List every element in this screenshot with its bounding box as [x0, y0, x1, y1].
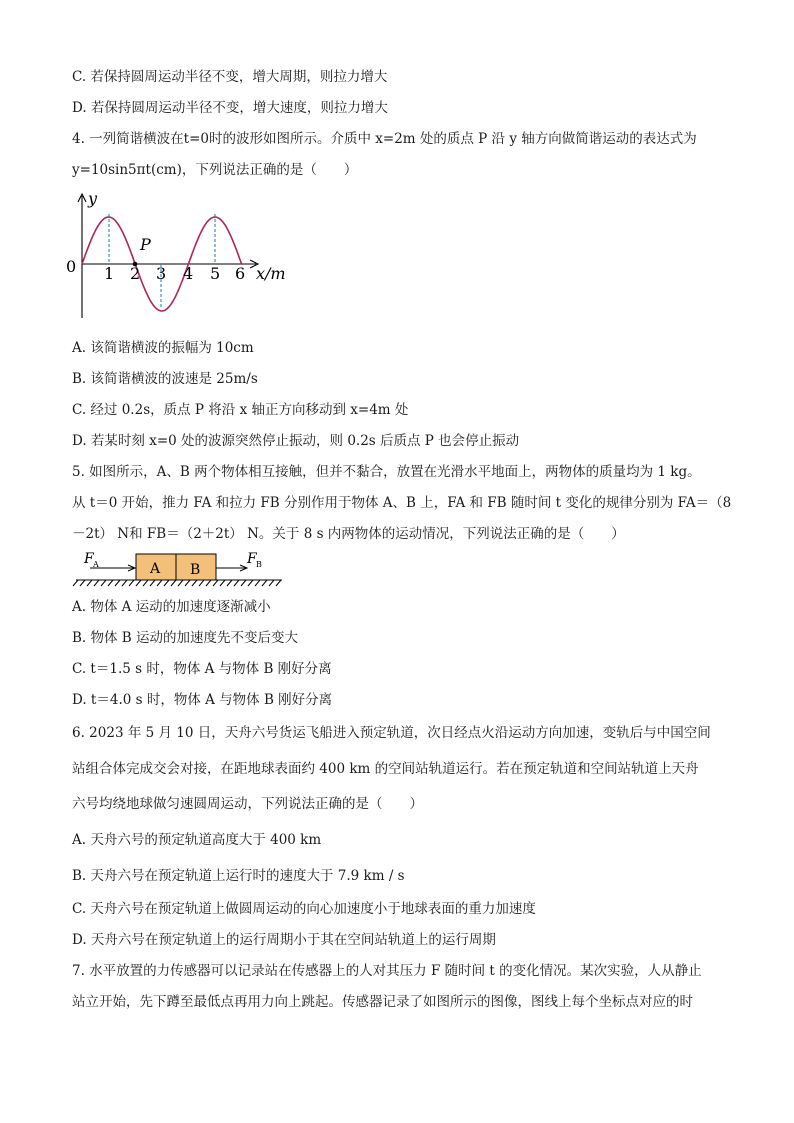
hatch-mark [262, 580, 267, 586]
hatch-mark [276, 580, 281, 586]
blocks-figure [70, 546, 290, 592]
hatch-mark [192, 580, 197, 586]
hatch-mark [94, 580, 99, 586]
q5-stem-line2: 从 t＝0 开始，推力 FA 和拉力 FB 分别作用于物体 A、B 上，FA 和 FB 随时间 t 变化的规律分别为 FA＝（8 [72, 495, 732, 511]
x-axis-label: x/m [256, 264, 286, 283]
wave-figure [60, 186, 310, 326]
force-b-subscript: B [256, 560, 262, 569]
q3-option-c: C. 若保持圆周运动半径不变，增大周期，则拉力增大 [72, 69, 388, 85]
q4-option-b: B. 该简谐横波的波速是 25m/s [72, 371, 258, 387]
force-a-subscript: A [93, 560, 99, 569]
tick-label: 3 [156, 264, 167, 283]
q4-option-d: D. 若某时刻 x=0 处的波源突然停止振动，则 0.2s 后质点 P 也会停止振动 [72, 433, 520, 449]
point-p-label: P [140, 235, 151, 254]
q6-option-a: A. 天舟六号的预定轨道高度大于 400 km [72, 832, 322, 848]
hatch-mark [80, 580, 85, 586]
q5-option-a: A. 物体 A 运动的加速度逐渐减小 [72, 599, 271, 615]
hatch-mark [157, 580, 162, 586]
origin-label: 0 [66, 257, 77, 276]
q5-stem-line3: －2t） N和 FB＝（2＋2t） N。关于 8 s 内两物体的运动情况，下列说法正确的是（ ） [72, 526, 625, 542]
ground-hatch [73, 580, 281, 586]
y-axis-label: y [88, 189, 98, 208]
force-a-label: F [84, 551, 94, 567]
tick-label: 2 [130, 264, 141, 283]
hatch-mark [199, 580, 204, 586]
q3-option-d: D. 若保持圆周运动半径不变，增大速度，则拉力增大 [72, 100, 388, 116]
q4-option-a: A. 该简谐横波的振幅为 10cm [72, 340, 254, 356]
tick-label: 5 [210, 264, 221, 283]
hatch-mark [171, 580, 176, 586]
hatch-mark [241, 580, 246, 586]
q5-option-b: B. 物体 B 运动的加速度先不变后变大 [72, 630, 299, 646]
tick-label: 1 [104, 264, 115, 283]
hatch-mark [122, 580, 127, 586]
hatch-mark [255, 580, 260, 586]
hatch-mark [206, 580, 211, 586]
hatch-mark [220, 580, 225, 586]
hatch-mark [269, 580, 274, 586]
tick-label: 4 [183, 264, 194, 283]
block-a-label: A [150, 561, 161, 577]
hatch-mark [164, 580, 169, 586]
q5-stem-line1: 5. 如图所示，A、B 两个物体相互接触，但并不黏合，放置在光滑水平地面上，两物体的质量均为 1 kg。 [72, 464, 701, 480]
q5-option-d: D. t＝4.0 s 时，物体 A 与物体 B 刚好分离 [72, 692, 333, 708]
q6-stem-line3: 六号均绕地球做匀速圆周运动，下列说法正确的是（ ） [72, 796, 423, 812]
q6-stem-line1: 6. 2023 年 5 月 10 日，天舟六号货运飞船进入预定轨道，次日经点火沿运动方向加速，变轨后与中国空间 [72, 725, 711, 741]
block-b-label: B [190, 562, 201, 578]
hatch-mark [213, 580, 218, 586]
hatch-mark [129, 580, 134, 586]
q4-stem-line2: y=10sin5πt(cm)，下列说法正确的是（ ） [72, 162, 358, 178]
tick-label: 6 [235, 264, 246, 283]
hatch-mark [108, 580, 113, 586]
hatch-mark [115, 580, 120, 586]
q4-option-c: C. 经过 0.2s，质点 P 将沿 x 轴正方向移动到 x=4m 处 [72, 402, 409, 418]
hatch-mark [136, 580, 141, 586]
hatch-mark [227, 580, 232, 586]
hatch-mark [73, 580, 78, 586]
q6-stem-line2: 站组合体完成交会对接，在距地球表面约 400 km 的空间站轨道运行。若在预定轨道和空间站轨道上天舟 [72, 761, 699, 777]
hatch-mark [143, 580, 148, 586]
q4-stem-line1: 4. 一列简谐横波在t=0时的波形如图所示。介质中 x=2m 处的质点 P 沿 y 轴方向做简谐运动的表达式为 [72, 131, 697, 147]
hatch-mark [178, 580, 183, 586]
q7-stem-line1: 7. 水平放置的力传感器可以记录站在传感器上的人对其压力 F 随时间 t 的变化情况。某次实验，人从静止 [72, 963, 702, 979]
q6-option-b: B. 天舟六号在预定轨道上运行时的速度大于 7.9 km / s [72, 868, 405, 884]
q6-option-d: D. 天舟六号在预定轨道上的运行周期小于其在空间站轨道上的运行周期 [72, 932, 496, 948]
force-b-label: F [247, 551, 257, 567]
q7-stem-line2: 站立开始，先下蹲至最低点再用力向上跳起。传感器记录了如图所示的图像，图线上每个坐标点对应的时 [72, 994, 693, 1010]
hatch-mark [248, 580, 253, 586]
q5-option-c: C. t＝1.5 s 时，物体 A 与物体 B 刚好分离 [72, 661, 332, 677]
hatch-mark [101, 580, 106, 586]
hatch-mark [150, 580, 155, 586]
hatch-mark [234, 580, 239, 586]
hatch-mark [185, 580, 190, 586]
hatch-mark [87, 580, 92, 586]
q6-option-c: C. 天舟六号在预定轨道上做圆周运动的向心加速度小于地球表面的重力加速度 [72, 901, 536, 917]
